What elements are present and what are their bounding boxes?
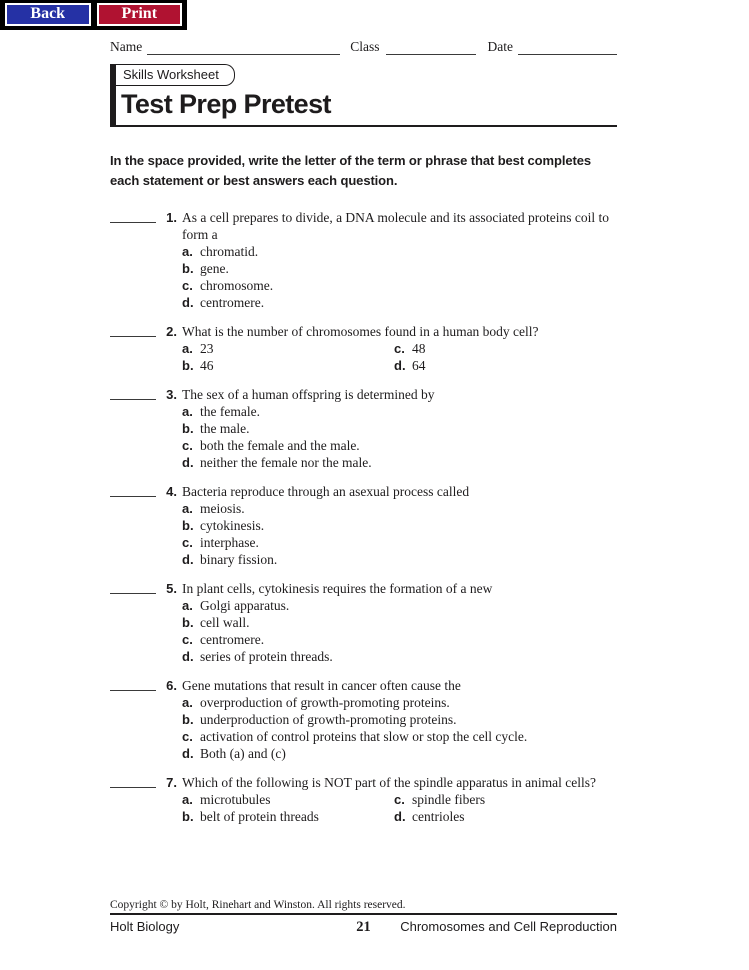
option — [182, 808, 394, 825]
date-blank-line — [518, 42, 617, 55]
toolbar — [0, 0, 187, 30]
option-letter: c. — [182, 278, 193, 293]
option-letter: c. — [182, 438, 193, 453]
option-text: cytokinesis. — [200, 518, 265, 533]
option — [394, 808, 617, 825]
option-text: 64 — [412, 358, 426, 373]
option — [182, 614, 617, 631]
option — [182, 437, 617, 454]
option-text: binary fission. — [200, 552, 278, 567]
copyright: Copyright © by Holt, Rinehart and Winston. All rights reserved. — [110, 899, 406, 911]
option-letter: d. — [182, 746, 194, 761]
option — [182, 728, 617, 745]
option — [182, 500, 617, 517]
option — [182, 745, 617, 762]
options-list — [182, 791, 617, 825]
footer-chapter: Chromosomes and Cell Reproduction — [400, 919, 617, 934]
page-title: Test Prep Pretest — [121, 89, 331, 119]
option — [182, 420, 617, 437]
option-letter: c. — [182, 632, 193, 647]
option — [182, 340, 394, 357]
option — [182, 357, 394, 374]
question-number: 1. — [166, 210, 177, 225]
footer — [110, 899, 617, 936]
kicker-label: Skills Worksheet — [123, 67, 219, 82]
question-number: 4. — [166, 484, 177, 499]
worksheet-page — [110, 40, 617, 837]
option — [182, 791, 394, 808]
option-text: cell wall. — [200, 615, 250, 630]
option — [182, 534, 617, 551]
option — [182, 260, 617, 277]
options-list — [182, 500, 617, 568]
option-letter: d. — [394, 809, 406, 824]
option-text: centrioles — [412, 809, 465, 824]
options-list — [182, 243, 617, 311]
option-text: activation of control proteins that slow or stop the cell cycle. — [200, 729, 528, 744]
option-letter: b. — [182, 712, 194, 727]
question-text: The sex of a human offspring is determined by — [182, 387, 435, 402]
kicker-tab — [116, 64, 235, 86]
question-text: Gene mutations that result in cancer often cause the — [182, 678, 461, 693]
option-letter: a. — [182, 501, 193, 516]
option-letter: b. — [182, 261, 194, 276]
option-text: chromosome. — [200, 278, 274, 293]
answer-blank — [110, 483, 156, 497]
option-letter: a. — [182, 695, 193, 710]
option-letter: b. — [182, 615, 194, 630]
option-letter: a. — [182, 792, 193, 807]
option-letter: c. — [182, 535, 193, 550]
option-text: microtubules — [200, 792, 271, 807]
option — [182, 631, 617, 648]
answer-blank — [110, 386, 156, 400]
option-letter: d. — [182, 649, 194, 664]
date-label: Date — [487, 39, 513, 54]
question — [110, 580, 617, 665]
option-text: meiosis. — [200, 501, 245, 516]
option — [182, 243, 617, 260]
instructions: In the space provided, write the letter of the term or phrase that best completes each statement or best answers each question. — [110, 153, 591, 188]
option-letter: b. — [182, 809, 194, 824]
answer-blank — [110, 677, 156, 691]
name-class-date-row — [110, 40, 617, 55]
question-number: 6. — [166, 678, 177, 693]
option-letter: c. — [394, 341, 405, 356]
option-letter: d. — [182, 295, 194, 310]
option-text: centromere. — [200, 295, 265, 310]
option-letter: d. — [182, 552, 194, 567]
options-list — [182, 340, 617, 374]
option-text: belt of protein threads — [200, 809, 319, 824]
option-text: both the female and the male. — [200, 438, 360, 453]
option-text: underproduction of growth-promoting proteins. — [200, 712, 457, 727]
option-letter: a. — [182, 404, 193, 419]
option-letter: c. — [394, 792, 405, 807]
option-text: series of protein threads. — [200, 649, 333, 664]
option — [182, 454, 617, 471]
question-number: 7. — [166, 775, 177, 790]
answer-blank — [110, 774, 156, 788]
option-text: Golgi apparatus. — [200, 598, 290, 613]
class-label: Class — [350, 39, 380, 54]
page-number: 21 — [356, 919, 371, 935]
option-text: 23 — [200, 341, 214, 356]
option-letter: c. — [182, 729, 193, 744]
option — [182, 294, 617, 311]
footer-row — [110, 915, 617, 936]
footer-book: Holt Biology — [110, 919, 180, 934]
answer-blank — [110, 580, 156, 594]
option-letter: b. — [182, 518, 194, 533]
option-text: centromere. — [200, 632, 265, 647]
option-text: spindle fibers — [412, 792, 486, 807]
name-label: Name — [110, 39, 143, 54]
option-letter: a. — [182, 341, 193, 356]
option — [182, 403, 617, 420]
option — [394, 340, 617, 357]
back-button[interactable]: Back — [5, 3, 91, 26]
option — [182, 694, 617, 711]
question — [110, 386, 617, 471]
option-text: interphase. — [200, 535, 259, 550]
answer-blank — [110, 323, 156, 337]
option-text: neither the female nor the male. — [200, 455, 372, 470]
question — [110, 209, 617, 311]
option-letter: d. — [182, 455, 194, 470]
option-text: the male. — [200, 421, 250, 436]
option-text: gene. — [200, 261, 229, 276]
option-text: Both (a) and (c) — [200, 746, 286, 761]
option-letter: a. — [182, 598, 193, 613]
option-letter: b. — [182, 421, 194, 436]
class-blank-line — [386, 42, 476, 55]
option-text: overproduction of growth-promoting proteins. — [200, 695, 450, 710]
option — [182, 648, 617, 665]
option — [182, 597, 617, 614]
option-letter: a. — [182, 244, 193, 259]
question — [110, 774, 617, 825]
option-text: 48 — [412, 341, 426, 356]
option-text: 46 — [200, 358, 214, 373]
question — [110, 677, 617, 762]
option-text: chromatid. — [200, 244, 259, 259]
option-letter: d. — [394, 358, 406, 373]
question — [110, 323, 617, 374]
option — [182, 551, 617, 568]
question-number: 3. — [166, 387, 177, 402]
option — [394, 357, 617, 374]
answer-blank — [110, 209, 156, 223]
option-text: the female. — [200, 404, 260, 419]
options-list — [182, 403, 617, 471]
options-list — [182, 694, 617, 762]
question-text: In plant cells, cytokinesis requires the formation of a new — [182, 581, 493, 596]
question — [110, 483, 617, 568]
title-block — [110, 64, 617, 127]
questions-list — [110, 209, 617, 825]
print-button[interactable]: Print — [97, 3, 183, 26]
option — [182, 711, 617, 728]
option — [394, 791, 617, 808]
option-letter: b. — [182, 358, 194, 373]
question-text: What is the number of chromosomes found in a human body cell? — [182, 324, 539, 339]
question-text: As a cell prepares to divide, a DNA molecule and its associated proteins coil to form a — [182, 210, 610, 242]
options-list — [182, 597, 617, 665]
question-number: 5. — [166, 581, 177, 596]
option — [182, 277, 617, 294]
question-text: Which of the following is NOT part of the spindle apparatus in animal cells? — [182, 775, 597, 790]
question-number: 2. — [166, 324, 177, 339]
question-text: Bacteria reproduce through an asexual process called — [182, 484, 470, 499]
option — [182, 517, 617, 534]
name-blank-line — [147, 42, 340, 55]
